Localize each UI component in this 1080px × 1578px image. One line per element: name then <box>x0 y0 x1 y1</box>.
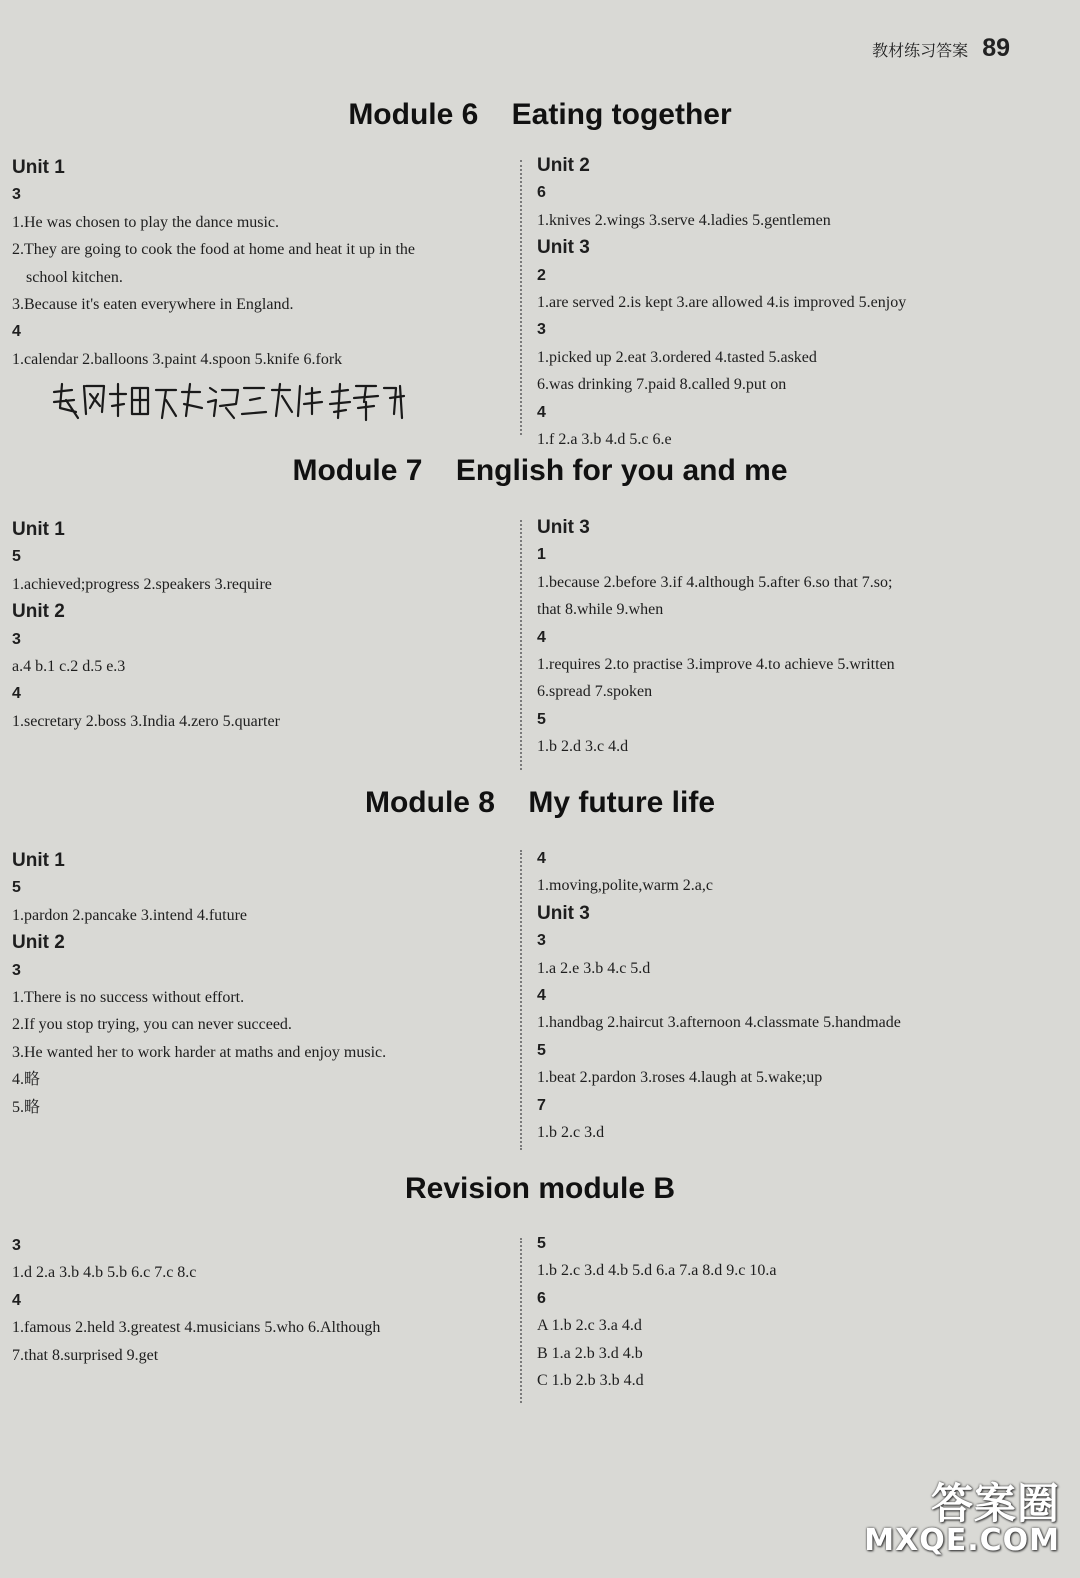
answer-line: 1.d 2.a 3.b 4.b 5.b 6.c 7.c 8.c <box>12 1264 197 1282</box>
exercise-number: 5 <box>537 1235 546 1252</box>
answer-line: 4.略 <box>12 1071 41 1089</box>
answer-line: a.4 b.1 c.2 d.5 e.3 <box>12 658 126 676</box>
answer-line: 1.achieved;progress 2.speakers 3.require <box>12 575 272 593</box>
module-7-right-column <box>537 514 1032 761</box>
answer-line: 1.There is no success without effort. <box>12 989 245 1007</box>
module-7-divider <box>520 520 522 770</box>
revision-right-column <box>537 1230 1032 1394</box>
answer-line: 6.was drinking 7.paid 8.called 9.put on <box>537 376 787 394</box>
handwritten-note <box>50 378 410 422</box>
module-6-right-column <box>537 152 1032 453</box>
module-8-divider <box>520 850 522 1150</box>
answer-line: 1.calendar 2.balloons 3.paint 4.spoon 5.knife 6.fork <box>12 350 343 368</box>
exercise-number: 6 <box>537 184 546 202</box>
answer-line: 3.Because it's eaten everywhere in England. <box>12 296 294 314</box>
site-watermark <box>864 1471 1060 1558</box>
answer-line: 7.that 8.surprised 9.get <box>12 1346 159 1364</box>
answer-line: 1.b 2.c 3.d 4.b 5.d 6.a 7.a 8.d 9.c 10.a <box>537 1262 777 1280</box>
unit-heading: Unit 3 <box>537 902 590 924</box>
unit-heading: Unit 1 <box>12 157 65 178</box>
exercise-number: 2 <box>537 266 546 284</box>
unit-heading: Unit 2 <box>12 932 65 954</box>
exercise-number: 4 <box>12 323 21 341</box>
page-header <box>872 34 1010 63</box>
revision-left-column <box>12 1232 507 1369</box>
exercise-number: 4 <box>537 403 546 421</box>
answer-line: 1.handbag 2.haircut 3.afternoon 4.classmate 5.handmade <box>537 1014 901 1032</box>
exercise-number: 3 <box>12 630 21 648</box>
header-label: 教材练习答案 <box>872 41 969 60</box>
exercise-number: 6 <box>537 1289 546 1307</box>
answer-line: 1.requires 2.to practise 3.improve 4.to achieve 5.written <box>537 656 895 674</box>
module-6-divider <box>520 160 522 435</box>
unit-heading: Unit 2 <box>12 601 65 623</box>
module-6-left-column <box>12 154 507 373</box>
unit-heading: Unit 3 <box>537 517 590 538</box>
answer-line: 1.knives 2.wings 3.serve 4.ladies 5.gentlemen <box>537 211 831 229</box>
module-7-title: Module 7 English for you and me <box>292 454 788 487</box>
exercise-number: 3 <box>12 186 21 204</box>
answer-line: 1.f 2.a 3.b 4.d 5.c 6.e <box>537 431 672 449</box>
exercise-number: 4 <box>537 987 546 1005</box>
answer-line: 6.spread 7.spoken <box>537 683 653 701</box>
answer-line: 1.secretary 2.boss 3.India 4.zero 5.quarter <box>12 712 280 730</box>
exercise-number: 5 <box>12 879 21 897</box>
module-8-right-column <box>537 845 1032 1146</box>
unit-heading: Unit 2 <box>537 155 590 176</box>
module-8-left-column <box>12 847 507 1121</box>
answer-line: 5.略 <box>12 1098 41 1116</box>
exercise-number: 4 <box>12 1291 21 1309</box>
answer-line: 1.He was chosen to play the dance music. <box>12 213 280 231</box>
unit-heading: Unit 1 <box>12 850 65 871</box>
exercise-number: 4 <box>537 850 546 867</box>
module-6-title: Module 6 Eating together <box>348 98 732 131</box>
exercise-number: 5 <box>537 710 546 728</box>
answer-line: 1.famous 2.held 3.greatest 4.musicians 5.who 6.Although <box>12 1319 381 1337</box>
revision-divider <box>520 1238 522 1403</box>
answer-line: B 1.a 2.b 3.d 4.b <box>537 1344 643 1362</box>
exercise-number: 3 <box>537 932 546 950</box>
exercise-number: 5 <box>12 548 21 566</box>
answer-line: 1.pardon 2.pancake 3.intend 4.future <box>12 906 248 924</box>
answer-line: 1.because 2.before 3.if 4.although 5.after 6.so that 7.so; <box>537 573 893 591</box>
unit-heading: Unit 3 <box>537 237 590 259</box>
answer-line: C 1.b 2.b 3.b 4.d <box>537 1372 644 1390</box>
exercise-number: 4 <box>12 685 21 703</box>
exercise-number: 1 <box>537 546 546 564</box>
module-8-title: Module 8 My future life <box>364 786 716 819</box>
exercise-number: 7 <box>537 1096 546 1114</box>
answer-line: 1.a 2.e 3.b 4.c 5.d <box>537 959 651 977</box>
answer-line: 1.b 2.d 3.c 4.d <box>537 738 629 756</box>
answer-line: school kitchen. <box>26 268 123 286</box>
exercise-number: 3 <box>12 1237 21 1254</box>
answer-line: 1.picked up 2.eat 3.ordered 4.tasted 5.asked <box>537 348 817 366</box>
answer-line: 1.moving,polite,warm 2.a,c <box>537 877 713 895</box>
revision-module-b-title: Revision module B <box>404 1172 676 1205</box>
answer-line: 2.If you stop trying, you can never succeed. <box>12 1016 292 1034</box>
answer-line: 1.are served 2.is kept 3.are allowed 4.is improved 5.enjoy <box>537 294 907 312</box>
exercise-number: 5 <box>537 1041 546 1059</box>
exercise-number: 3 <box>12 961 21 979</box>
answer-line: 1.beat 2.pardon 3.roses 4.laugh at 5.wake;up <box>537 1069 823 1087</box>
answer-line: 1.b 2.c 3.d <box>537 1124 605 1142</box>
watermark-site: MXQE.COM <box>864 1523 1060 1558</box>
watermark-logo: 答案圈 <box>930 1479 1060 1528</box>
page-number: 89 <box>982 34 1010 62</box>
module-7-left-column <box>12 516 507 735</box>
answer-line: that 8.while 9.when <box>537 601 664 619</box>
exercise-number: 4 <box>537 628 546 646</box>
exercise-number: 3 <box>537 321 546 339</box>
answer-line: 2.They are going to cook the food at home and heat it up in the <box>12 241 415 259</box>
unit-heading: Unit 1 <box>12 519 65 540</box>
answer-line: 3.He wanted her to work harder at maths and enjoy music. <box>12 1043 387 1061</box>
answer-line: A 1.b 2.c 3.a 4.d <box>537 1317 642 1335</box>
